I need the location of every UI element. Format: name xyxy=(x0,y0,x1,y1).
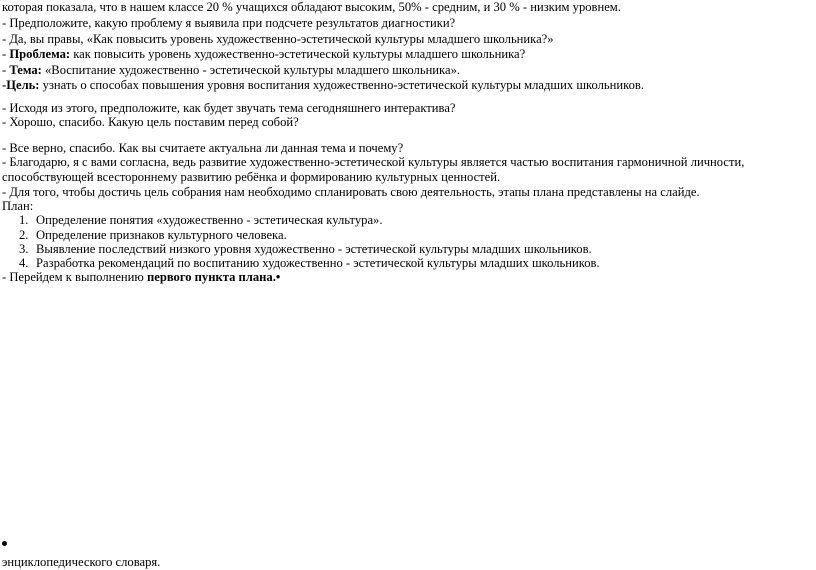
topic-line xyxy=(2,62,460,78)
plan-item-number: 4. xyxy=(19,256,29,270)
plan-heading: План: xyxy=(2,199,34,213)
question-goal: - Хорошо, спасибо. Какую цель поставим перед собой? xyxy=(2,115,299,129)
plan-intro: - Для того, чтобы достичь цель собрания нам необходимо спланировать свою деятельность, этапы плана представлены на слайде. xyxy=(2,185,700,199)
goal-label: -Цель: xyxy=(2,78,40,92)
plan-item-text: Определение признаков культурного человека. xyxy=(36,228,287,242)
plan-item-text: Разработка рекомендаций по воспитанию художественно - эстетической культуры младших школьников. xyxy=(36,256,600,270)
question-problem: - Предположите, какую проблему я выявила при подсчете результатов диагностики? xyxy=(2,16,456,30)
plan-item-number: 1. xyxy=(19,213,29,227)
answer-agree: - Да, вы правы, «Как повысить уровень художественно-эстетической культуры младшего школьника?» xyxy=(2,32,554,46)
footer-fragment: энциклопедического словаря. xyxy=(2,555,161,569)
thanks-line-2: способствующей всестороннему развитию ребёнка и формированию культурных ценностей. xyxy=(2,170,501,184)
topic-dash: - xyxy=(2,63,10,77)
goal-line xyxy=(2,77,644,93)
topic-text: «Воспитание художественно - эстетической культуры младшего школьника». xyxy=(41,63,461,77)
bullet-icon xyxy=(2,541,7,546)
problem-line xyxy=(2,46,525,62)
goal-text: узнать о способах повышения уровня воспитания художественно-эстетической культуры младших школьников. xyxy=(39,78,644,92)
proceed-line xyxy=(2,269,280,285)
topic-label: Тема: xyxy=(9,63,42,77)
plan-item xyxy=(19,212,382,228)
plan-item-number: 3. xyxy=(19,242,29,256)
problem-label: Проблема: xyxy=(9,47,71,61)
proceed-bold: первого пункта плана. xyxy=(146,270,276,284)
problem-dash: - xyxy=(2,47,10,61)
question-relevance: - Все верно, спасибо. Как вы считаете актуальна ли данная тема и почему? xyxy=(2,141,404,155)
plan-item-text: Выявление последствий низкого уровня художественно - эстетической культуры младших школьников. xyxy=(36,242,592,256)
bullet-icon: • xyxy=(275,270,281,284)
proceed-text: - Перейдем к выполнению xyxy=(2,270,147,284)
plan-item-number: 2. xyxy=(19,228,29,242)
intro-paragraph: которая показала, что в нашем классе 20 % учащихся обладают высоким, 50% - средним, и 30 % - низким уровнем. xyxy=(2,0,621,14)
problem-text: как повысить уровень художественно-эстетической культуры младшего школьника? xyxy=(70,47,526,61)
plan-item-text: Определение понятия «художественно - эстетическая культура». xyxy=(36,213,383,227)
thanks-line-1: - Благодарю, я с вами согласна, ведь развитие художественно-эстетической культуры является частью воспитания гармоничной личности, xyxy=(2,155,745,169)
question-topic: - Исходя из этого, предположите, как будет звучать тема сегодняшнего интерактива? xyxy=(2,101,456,115)
